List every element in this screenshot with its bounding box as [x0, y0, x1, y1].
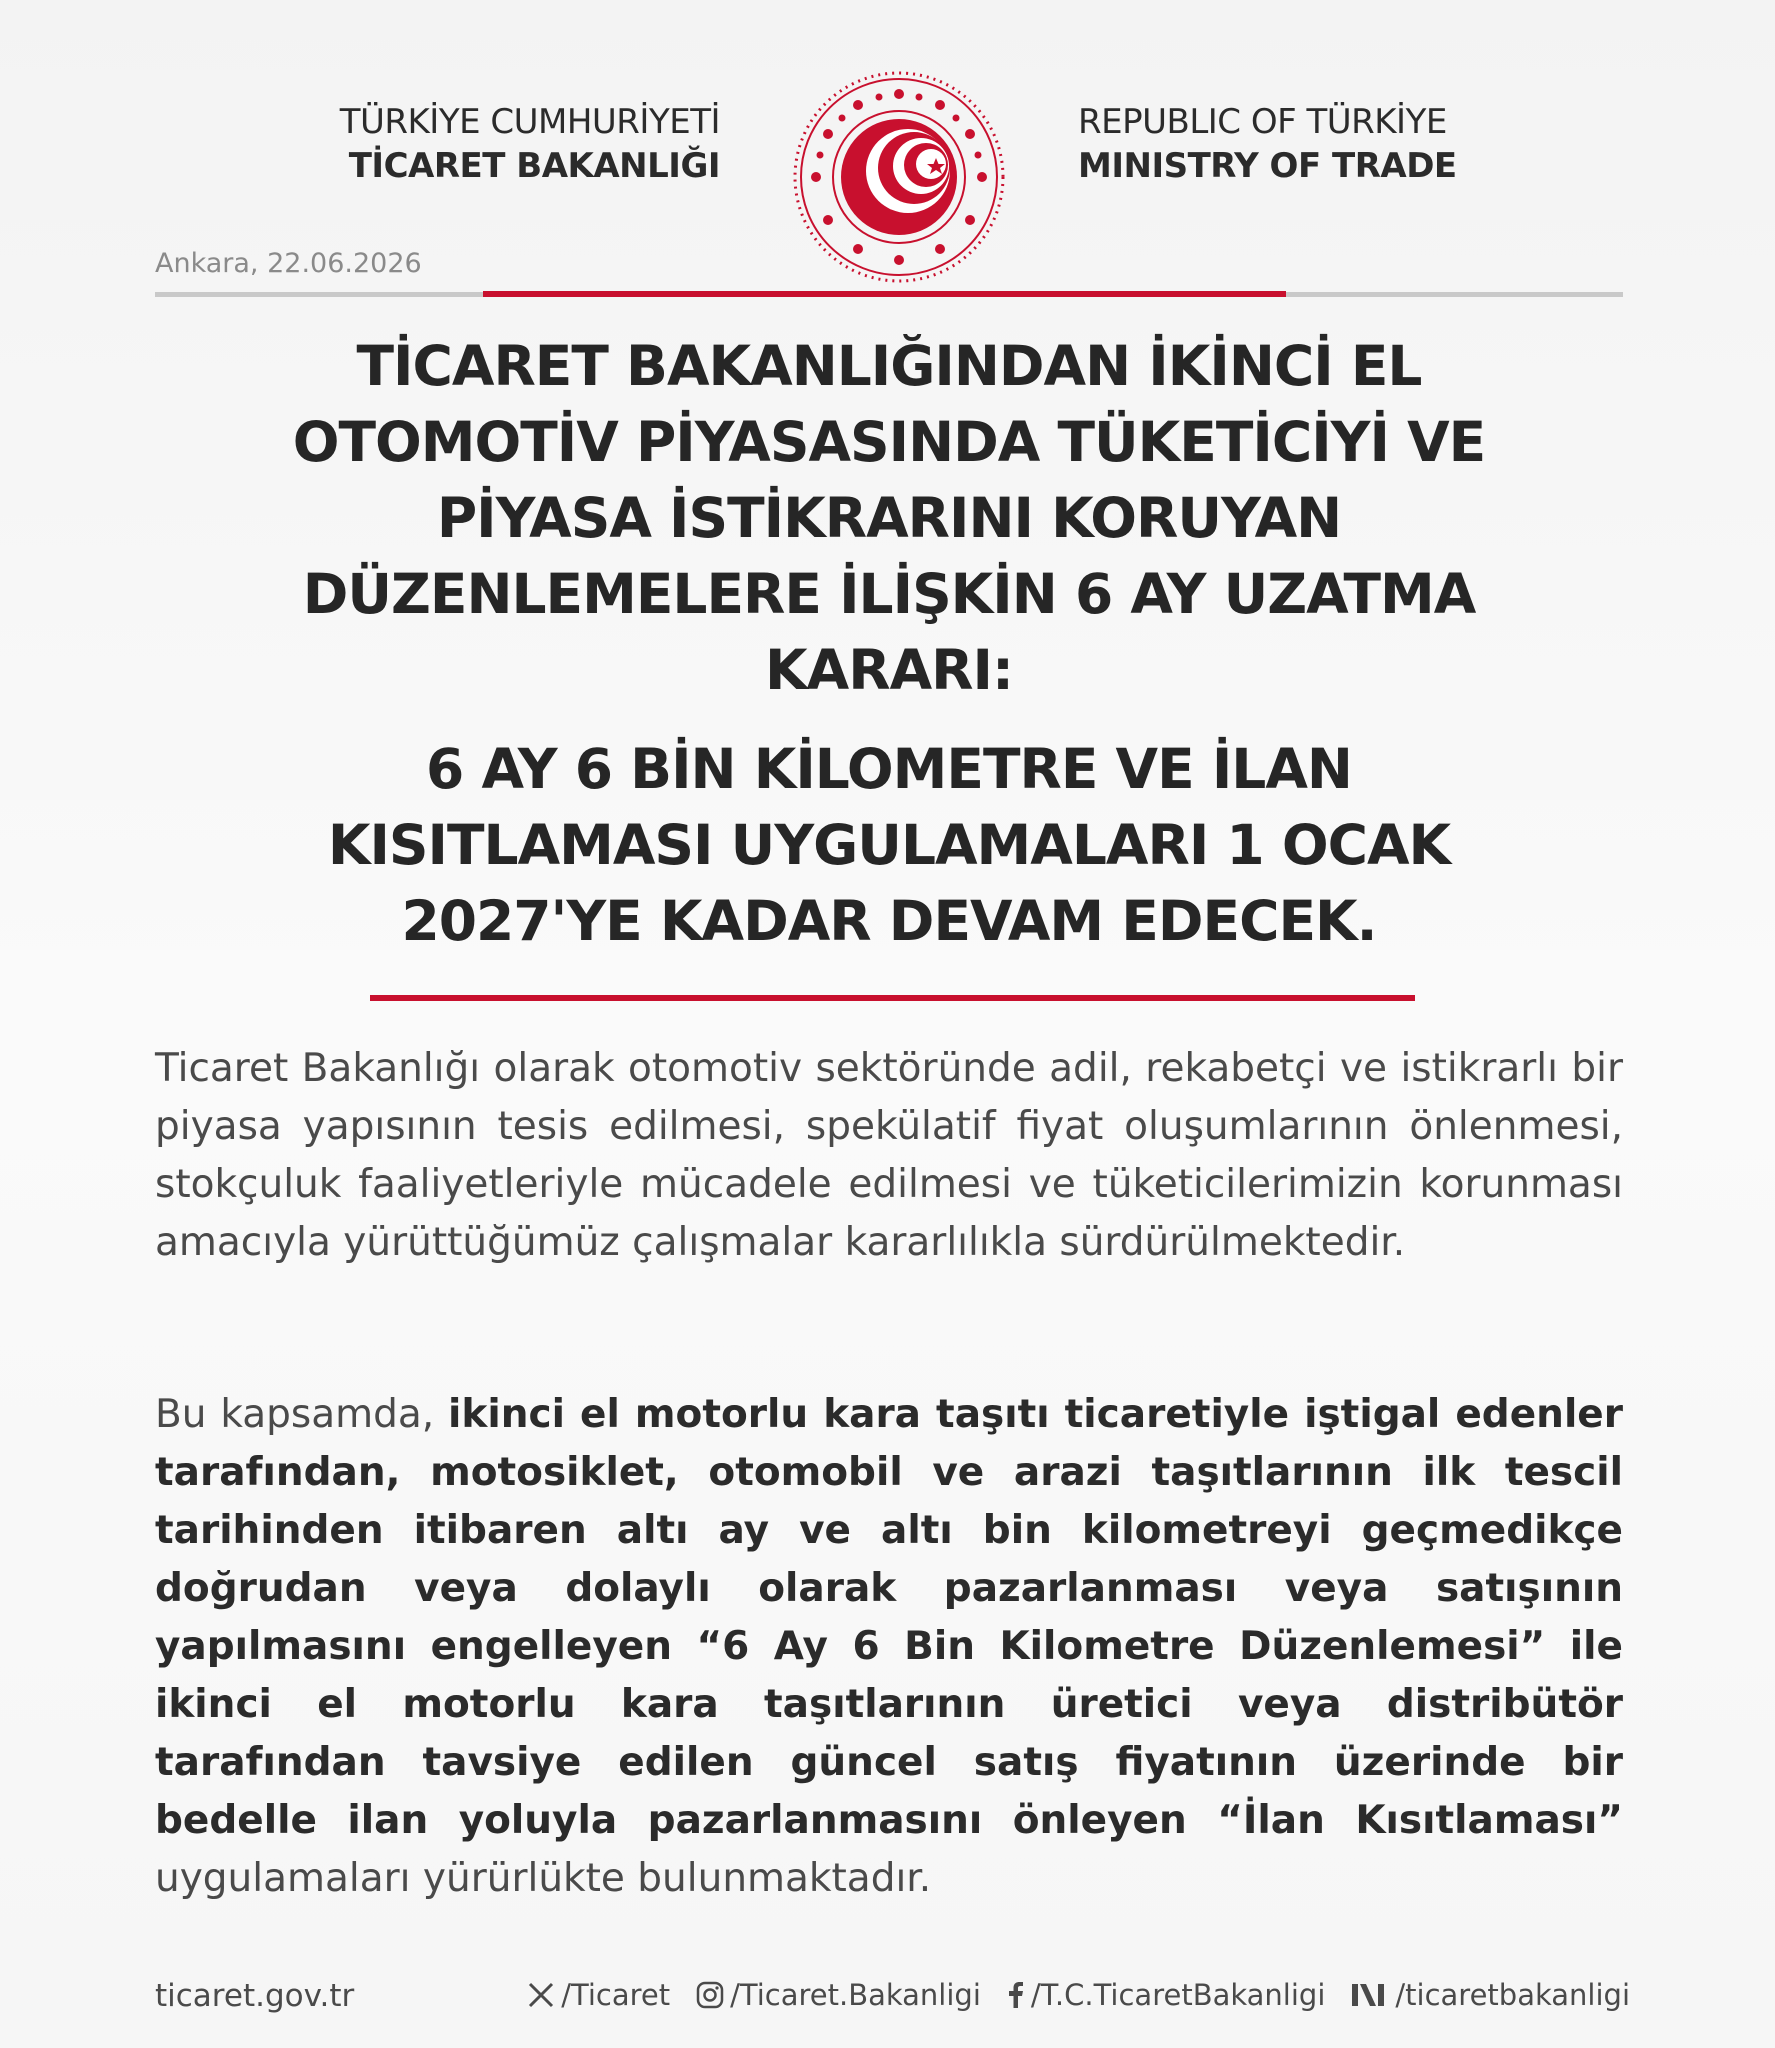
letterhead-republic-tr: TÜRKİYE CUMHURİYETİ: [339, 102, 720, 142]
title-line: TİCARET BAKANLIĞINDAN İKİNCİ EL: [356, 334, 1422, 398]
ministry-seal-icon: [790, 68, 1008, 286]
letterhead: [0, 40, 1775, 250]
paragraph2-intro: Bu kapsamda,: [155, 1392, 449, 1437]
letterhead-english: [1078, 100, 1538, 188]
facebook-icon: [1007, 1981, 1025, 2009]
document-date: Ankara, 22.06.2026: [155, 248, 422, 279]
subtitle-line: KISITLAMASI UYGULAMALARI 1 OCAK: [327, 813, 1451, 877]
title-line: PİYASA İSTİKRARINI KORUYAN: [436, 486, 1342, 550]
nsosyal-link[interactable]: [1351, 1978, 1630, 2012]
footer: [155, 1972, 1630, 2020]
body-paragraph-1: Ticaret Bakanlığı olarak otomotiv sektöründe adil, rekabetçi ve istikrarlı bir piyasa yapısının tesis edilmesi, spekülatif fiyat oluşumlarının önlenmesi, stokçuluk faaliyetleriyle mücadele edilmesi ve tüketicilerimizin korunması amacıyla yürüttüğümüz çalışmalar kararlılıkla sürdürülmektedir.: [155, 1046, 1623, 1265]
paragraph2-bold: ikinci el motorlu kara taşıtı ticaretiyle iştigal edenler tarafından, motosiklet, otomobil ve arazi taşıtlarının ilk tescil tarihinden itibaren altı ay ve altı bin kilometreyi geçmedikçe doğrudan veya dolaylı olarak pazarlanması veya satışının yapılmasını engelleyen “6 Ay 6 Bin Kilometre Düzenlemesi” ile ikinci el motorlu kara taşıtlarının üretici veya distribütör tarafından tavsiye edilen güncel satış fiyatının üzerinde bir bedelle ilan yoluyla pazarlanmasını önleyen “İlan Kısıtlaması”: [155, 1392, 1623, 1843]
letterhead-ministry-en: MINISTRY OF TRADE: [1078, 146, 1457, 186]
x-link[interactable]: [527, 1978, 670, 2012]
x-handle: /Ticaret: [561, 1978, 671, 2012]
letterhead-republic-en: REPUBLIC OF TÜRKİYE: [1078, 102, 1447, 142]
body-paragraph-2: [155, 1386, 1623, 1908]
title-divider: [370, 995, 1415, 1001]
social-links: [527, 1978, 1630, 2012]
instagram-icon: [696, 1981, 724, 2009]
nsosyal-icon: [1351, 1981, 1389, 2009]
x-icon: [527, 1981, 555, 2009]
facebook-link[interactable]: [1007, 1978, 1326, 2012]
instagram-link[interactable]: [696, 1978, 981, 2012]
instagram-handle: /Ticaret.Bakanligi: [730, 1978, 981, 2012]
letterhead-ministry-tr: TİCARET BAKANLIĞI: [348, 146, 720, 186]
subtitle-line: 6 AY 6 BİN KİLOMETRE VE İLAN: [426, 737, 1352, 801]
paragraph2-outro: uygulamaları yürürlükte bulunmaktadır.: [155, 1856, 932, 1901]
letterhead-turkish: [320, 100, 720, 188]
subtitle-line: 2027'YE KADAR DEVAM EDECEK.: [401, 889, 1377, 953]
document-title: [155, 328, 1623, 708]
title-line: DÜZENLEMELERE İLİŞKİN 6 AY UZATMA: [302, 562, 1476, 626]
title-line: OTOMOTİV PİYASASINDA TÜKETİCİYİ VE: [292, 410, 1486, 474]
facebook-handle: /T.C.TicaretBakanligi: [1030, 1978, 1326, 2012]
document-subtitle: [155, 731, 1623, 959]
website-link[interactable]: ticaret.gov.tr: [155, 1978, 355, 2014]
header-divider-accent: [483, 291, 1286, 297]
nsosyal-handle: /ticaretbakanligi: [1395, 1978, 1630, 2012]
title-line: KARARI:: [765, 638, 1013, 702]
